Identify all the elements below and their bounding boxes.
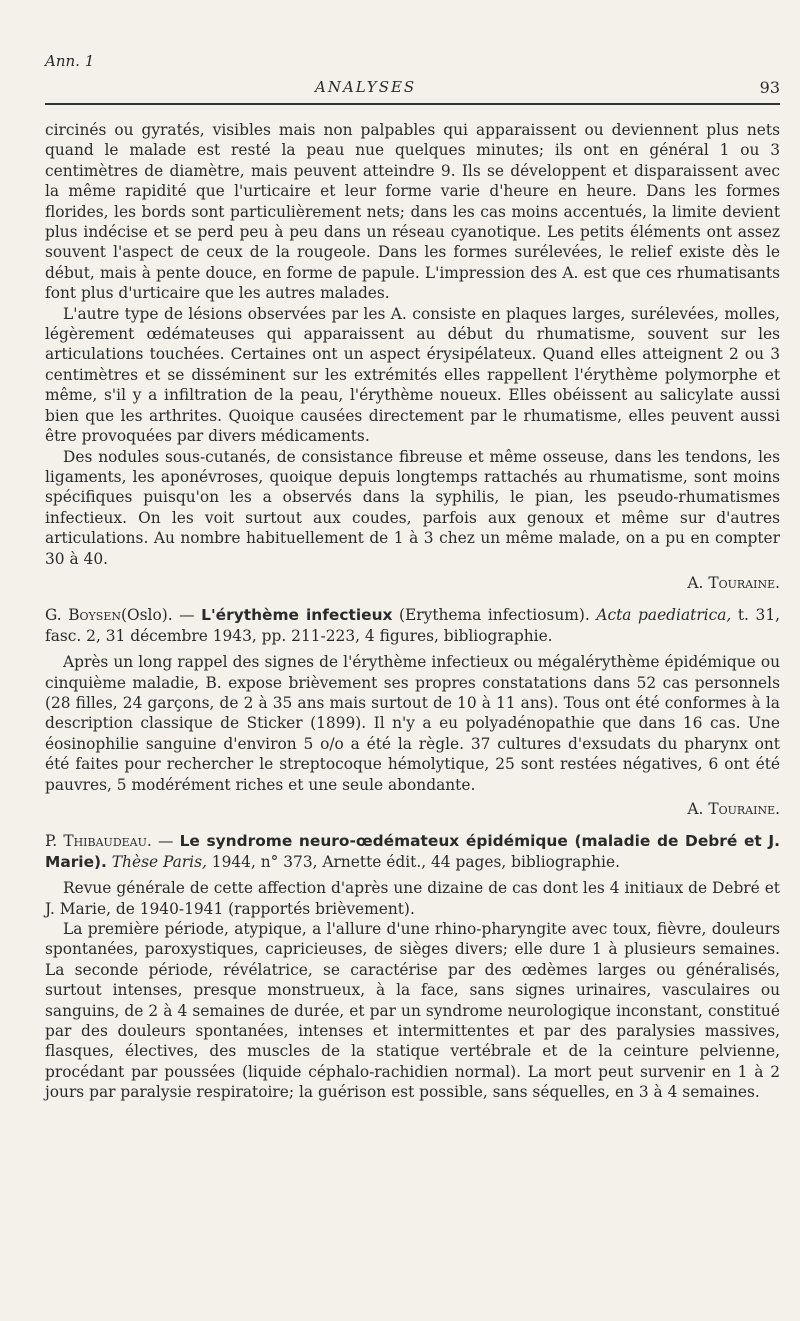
article2-reference [45, 605, 780, 646]
article3-para1: Revue générale de cette affection d'après une dizaine de cas dont les 4 initiaux de Debré et J. Marie, de 1940-1941 (rapportés brièvement). [45, 879, 780, 918]
article2-journal: Acta paediatrica, [596, 606, 732, 625]
article3-reference [45, 831, 780, 872]
page-number: 93 [759, 78, 780, 97]
article3-title: Le syndrome neuro-œdémateux épidémique (maladie de Debré et J. Marie). [45, 832, 780, 871]
article3-dash: . — [146, 832, 180, 851]
article1-para1: circinés ou gyratés, visibles mais non palpables qui apparaissent ou deviennent plus nets quand le malade est resté la peau nue quelques minutes; ils ont en général 1 ou 3 centimètres de diamètre, mais peuvent atteindre 9. Ils se développent et disparaissent avec la même rapidité que l'urticaire et leur forme varie d'heure en heure. Dans les formes florides, les bords sont particulièrement nets; dans les cas moins accentués, la limite devient plus indécise et se perd peu à peu dans un réseau cyanotique. Les petits éléments ont assez souvent l'aspect de ceux de la rougeole. Dans les formes surélevées, le relief existe dès le début, mais à pente douce, en forme de papule. L'impression des A. est que ces rhumatisants font plus d'urticaire que les autres malades. [45, 121, 780, 303]
article2-details: t. 31, fasc. 2, 31 décembre 1943, pp. 211-223, 4 figures, bibliographie. [45, 606, 780, 645]
article3-para2: La première période, atypique, a l'allure d'une rhino-pharyngite avec toux, fièvre, douleurs spontanées, paroxystiques, capricieuses, de sièges divers; elle dure 1 à plusieurs semaines. La seconde période, révélatrice, se caractérise par des œdèmes larges ou généralisés, surtout intenses, presque monstrueux, à la face, sans signes urinaires, vasculaires ou sanguins, de 2 à 4 semaines de durée, et par un syndrome neurologique inconstant, constitué par des douleurs spontanées, intenses et intermittentes et par des paralysies massives, flasques, électives, des muscles de la statique vertébrale et de la ceinture pelvienne, procédant par poussées (liquide céphalo-rachidien normal). La mort peut survenir en 1 à 2 jours par paralysie respiratoire; la guérison est possible, sans séquelles, en 3 à 4 semaines. [45, 920, 780, 1102]
article1-para2: L'autre type de lésions observées par les A. consiste en plaques larges, surélevées, molles, légèrement œdémateuses qui apparaissent au début du rhumatisme, souvent sur les articulations touchées. Certaines ont un aspect érysipélateux. Quand elles atteignent 2 ou 3 centimètres et se disséminent sur les extrémités elles rappellent l'érythème polymorphe et même, s'il y a infiltration de la peau, l'érythème noueux. Elles obéissent au salicylate aussi bien que les arthrites. Quoique causées directement par le rhumatisme, elles peuvent aussi être provoquées par divers médicaments. [45, 304, 780, 446]
article2-title-latin: (Erythema infectiosum). [392, 606, 597, 625]
article3-details: 1944, n° 373, Arnette édit., 44 pages, bibliographie. [206, 852, 620, 871]
page-header [45, 52, 780, 102]
journal-abbrev: Ann. 1 [45, 52, 95, 70]
article3-author: P. Thibaudeau [45, 832, 147, 851]
article2-para1: Après un long rappel des signes de l'érythème infectieux ou mégalérythème épidémique ou cinquième maladie, B. expose brièvement ses propres constatations dans 52 cas personnels (28 filles, 24 garçons, de 2 à 35 ans mais surtout de 10 à 11 ans). Tous ont été conformes à la description classique de Sticker (1899). Il n'y a eu polyadénopathie que dans 16 cas. Une éosinophilie sanguine d'environ 5 o/o a été la règle. 37 cultures d'exsudats du pharynx ont été faites pour rechercher le streptocoque hémolytique, 25 sont restées négatives, 6 ont été pauvres, 5 modérément riches et une seule abondante. [45, 653, 780, 794]
article2-author: G. Boysen [45, 606, 121, 625]
article2-title: L'érythème infectieux [201, 606, 393, 625]
article2-signature: A. Touraine. [687, 800, 780, 818]
article1-signature: A. Touraine. [687, 573, 780, 592]
header-rule [45, 103, 780, 105]
article2-author-place: (Oslo). — [121, 606, 202, 625]
article1-para3: Des nodules sous-cutanés, de consistance fibreuse et même osseuse, dans les tendons, les ligaments, les aponévroses, quoique depuis longtemps rattachés au rhumatisme, sont moins spécifiques puisqu'on les a observés dans la syphilis, le pian, les pseudo-rhumatismes infectieux. On les voit surtout aux coudes, parfois aux genoux et même sur d'autres articulations. Au nombre habituellement de 1 à 3 chez un même malade, on a pu en compter 30 à 40. [45, 447, 780, 568]
page-body [45, 120, 780, 1103]
section-title: ANALYSES [315, 78, 417, 96]
article3-thesis: Thèse Paris, [106, 852, 207, 871]
